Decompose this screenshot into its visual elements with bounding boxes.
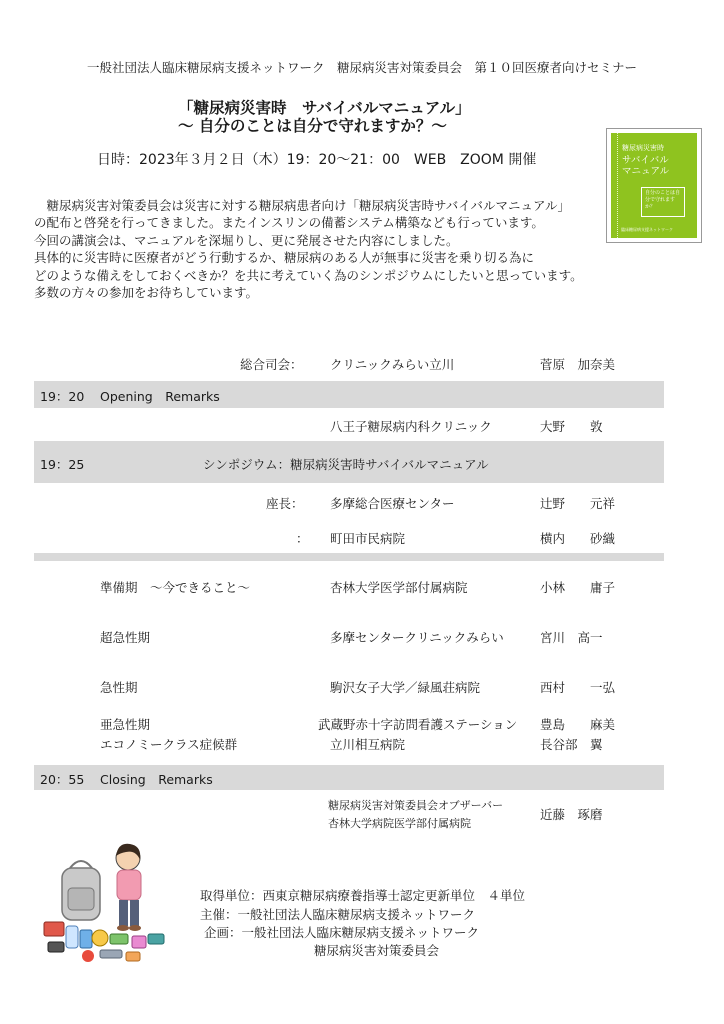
- cover-title-line1: サバイバル: [622, 155, 669, 166]
- cover-title-small: 糖尿病災害時: [622, 144, 664, 152]
- seminar-title: 「糖尿病災害時 サバイバルマニュアル」: [178, 99, 471, 117]
- opening-time: 19：20: [40, 389, 85, 404]
- symposium-title: シンポジウム：糖尿病災害時サバイバルマニュアル: [203, 457, 489, 472]
- talk-institution: 杏林大学医学部付属病院: [330, 580, 468, 595]
- talk-institution: 武蔵野赤十字訪問看護ステーション: [318, 717, 518, 732]
- closing-person: 近藤 琢磨: [540, 807, 603, 822]
- symposium-time: 19：25: [40, 457, 85, 472]
- planner-committee: 糖尿病災害対策委員会: [314, 943, 440, 958]
- closing-time: 20：55: [40, 772, 85, 787]
- talk-topic: エコノミークラス症候群: [100, 737, 238, 752]
- talk-topic: 準備期 〜今できること〜: [100, 580, 251, 595]
- cover-title: [622, 155, 669, 177]
- opening-institution: 八王子糖尿病内科クリニック: [330, 419, 492, 434]
- cover-badge: 自分のことは自分で守れますか？: [641, 187, 685, 217]
- cover-spine: [613, 133, 618, 238]
- intro-line: の配布と啓発を行ってきました。またインスリンの備蓄システム構築なども行っています。: [34, 215, 544, 231]
- talk-institution: 多摩センタークリニックみらい: [330, 630, 504, 645]
- talk-institution: 駒沢女子大学／緑風荘病院: [330, 680, 481, 695]
- closing-institution-1: 糖尿病災害対策委員会オブザーバー: [328, 799, 504, 812]
- planner-info: 企画：一般社団法人臨床糖尿病支援ネットワーク: [204, 925, 480, 940]
- cover-title-line2: マニュアル: [622, 166, 670, 177]
- talk-institution: 立川相互病院: [330, 737, 406, 752]
- event-datetime: 日時：2023年３月２日（木）19：20〜21：00 WEB ZOOM 開催: [97, 152, 537, 168]
- talk-topic: 亜急性期: [100, 717, 151, 732]
- intro-line: 糖尿病災害対策委員会は災害に対する糖尿病患者向け「糖尿病災害時サバイバルマニュアル」: [34, 198, 571, 213]
- intro-paragraph: [34, 197, 583, 301]
- mc-institution: クリニックみらい立川: [330, 357, 455, 372]
- closing-institution-2: 杏林大学病院医学部付属病院: [328, 817, 471, 830]
- talk-person: 豊島 麻美: [540, 717, 616, 732]
- mc-role: 総合司会：: [240, 357, 303, 372]
- seminar-subtitle: 〜 自分のことは自分で守れますか？〜: [178, 117, 447, 135]
- seminar-header: 一般社団法人臨床糖尿病支援ネットワーク 糖尿病災害対策委員会 第１０回医療者向けセミナー: [86, 60, 637, 75]
- manual-cover-image: [606, 128, 702, 243]
- talk-person: 長谷部 翼: [540, 737, 603, 752]
- talk-person: 西村 一弘: [540, 680, 616, 695]
- cover-footer: 臨床糖尿病支援ネットワーク: [621, 227, 673, 232]
- intro-line: どのような備えをしておくべきか？を共に考えていく為のシンポジウムにしたいと思っています。: [34, 267, 583, 283]
- chair-role: 座長：: [266, 496, 304, 511]
- closing-label: Closing Remarks: [100, 772, 213, 787]
- manual-cover: [611, 133, 697, 238]
- organizer-info: 主催：一般社団法人臨床糖尿病支援ネットワーク: [200, 907, 476, 922]
- chair1-person: 辻野 元祥: [540, 496, 616, 511]
- chair2-person: 横内 砂織: [540, 531, 616, 546]
- talk-topic: 超急性期: [100, 630, 151, 645]
- intro-line: 具体的に災害時に医療者がどう行動するか、糖尿病のある人が無事に災害を乗り切る為に: [34, 250, 535, 266]
- credit-info: 取得単位：西東京糖尿病療養指導士認定更新単位 ４単位: [200, 888, 526, 903]
- divider-band: [34, 553, 664, 561]
- chair1-institution: 多摩総合医療センター: [330, 496, 455, 511]
- intro-line: 多数の方々の参加をお待ちしています。: [34, 285, 259, 301]
- talk-person: 小林 庸子: [540, 580, 616, 595]
- supplies-illustration-icon: [40, 838, 172, 968]
- chair2-role: ：: [296, 531, 309, 546]
- mc-person: 菅原 加奈美: [540, 357, 616, 372]
- chair2-institution: 町田市民病院: [330, 531, 406, 546]
- opening-person: 大野 敦: [540, 419, 603, 434]
- intro-line: 今回の講演会は、マニュアルを深堀りし、更に発展させた内容にしました。: [34, 232, 459, 248]
- emergency-supplies-illustration: [40, 838, 172, 968]
- talk-person: 宮川 高一: [540, 630, 603, 645]
- talk-topic: 急性期: [100, 680, 138, 695]
- opening-label: Opening Remarks: [100, 389, 220, 404]
